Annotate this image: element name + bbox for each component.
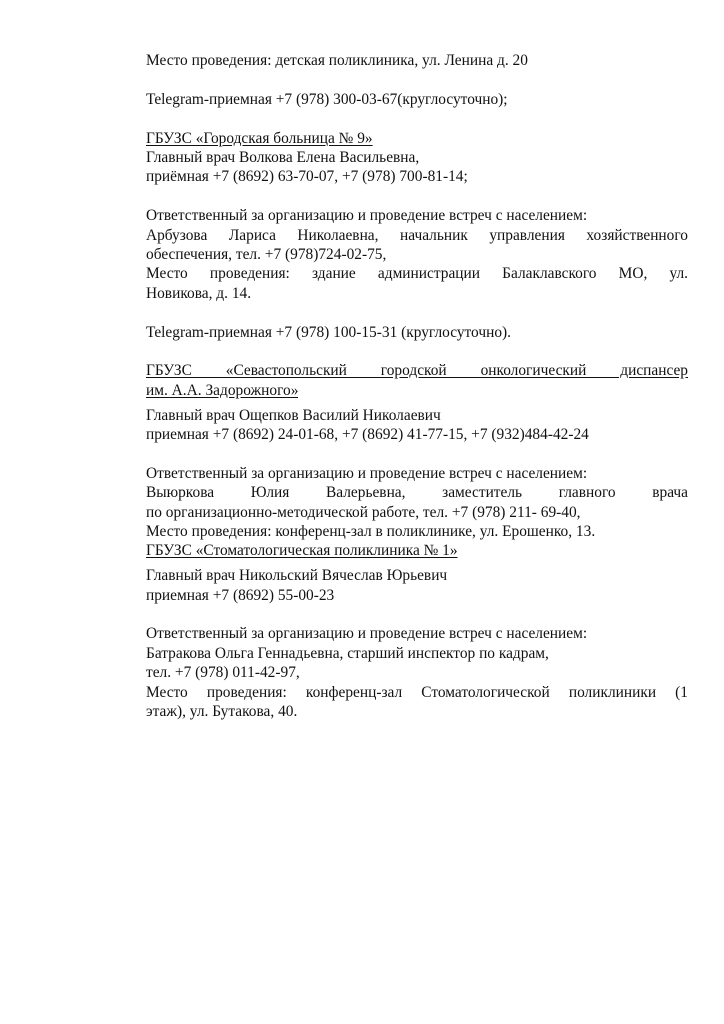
org3-responsible-line2: тел. +7 (978) 011-42-97,	[146, 664, 300, 682]
intro-venue: Место проведения: детская поликлиника, ул. Ленина д. 20	[146, 52, 528, 69]
org3-name: ГБУЗС «Стоматологическая поликлиника № 1»	[146, 542, 458, 560]
org3-responsible-title: Ответственный за организацию и проведение встреч с населением:	[146, 625, 588, 643]
org3-venue-line1: Место проведения: конференц-зал Стоматологической поликлиники (1	[146, 683, 688, 701]
org2-responsible-line2: по организационно-методической работе, тел. +7 (978) 211- 69-40,	[146, 503, 581, 521]
org2-venue: Место проведения: конференц-зал в поликлинике, ул. Ерошенко, 13.	[146, 523, 596, 541]
org2-chief: Главный врач Ощепков Василий Николаевич	[146, 406, 441, 424]
org3-chief: Главный врач Никольский Вячеслав Юрьевич	[146, 567, 448, 585]
document-body	[146, 51, 688, 722]
org1-telegram: Telegram-приемная +7 (978) 100-15-31 (круглосуточно).	[146, 323, 511, 341]
org2-name-line1: ГБУЗС «Севастопольский городской онкологический диспансер	[146, 362, 688, 380]
org1-reception: приёмная +7 (8692) 63-70-07, +7 (978) 700-81-14;	[146, 168, 468, 186]
org3-responsible-line1: Батракова Ольга Геннадьевна, старший инспектор по кадрам,	[146, 644, 549, 662]
org1-name: ГБУЗС «Городская больница № 9»	[146, 129, 373, 147]
org2-responsible-line1: Выюркова Юлия Валерьевна, заместитель главного врача	[146, 484, 688, 502]
org3-reception: приемная +7 (8692) 55-00-23	[146, 586, 335, 604]
org2-responsible-title: Ответственный за организацию и проведение встреч с населением:	[146, 464, 588, 482]
org1-venue-line1: Место проведения: здание администрации Балаклавского МО, ул.	[146, 265, 688, 283]
org1-venue-line2: Новикова, д. 14.	[146, 284, 252, 302]
org2-reception: приемная +7 (8692) 24-01-68, +7 (8692) 41-77-15, +7 (932)484-42-24	[146, 426, 589, 444]
org2-name-line2: им. А.А. Задорожного»	[146, 381, 299, 399]
org1-responsible-title: Ответственный за организацию и проведение встреч с населением:	[146, 207, 588, 225]
org3-venue-line2: этаж), ул. Бутакова, 40.	[146, 703, 298, 721]
org1-responsible-line1: Арбузова Лариса Николаевна, начальник управления хозяйственного	[146, 226, 688, 244]
org1-responsible-line2: обеспечения, тел. +7 (978)724-02-75,	[146, 246, 387, 264]
org1-chief: Главный врач Волкова Елена Васильевна,	[146, 149, 420, 166]
intro-telegram: Telegram-приемная +7 (978) 300-03-67(круглосуточно);	[146, 90, 508, 108]
